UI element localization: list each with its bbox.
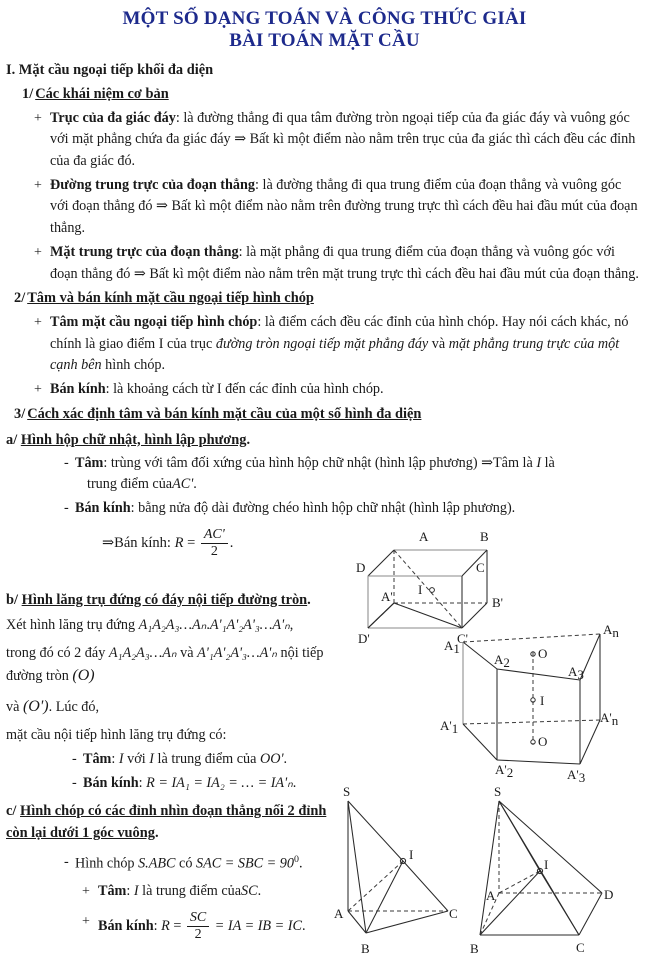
label-A3: A3 <box>568 664 584 682</box>
fraction-denominator: 2 <box>210 543 218 559</box>
tam-line2: trung điểm của <box>87 476 173 493</box>
bullet-marker: + <box>34 382 42 398</box>
bullet-term: Mặt trung trực của đoạn thẳng <box>50 243 239 260</box>
bankinh-suffix: . <box>292 774 297 791</box>
bankinh-formula: R = IA₁ = IA₂ = … = IA'ₙ <box>146 774 293 791</box>
label-S: S <box>494 784 502 799</box>
triangular-pyramid-diagram <box>333 783 457 963</box>
tam-term: Tâm <box>75 454 104 471</box>
bullet-text <box>50 108 643 173</box>
b-line1-math1: A₁A₂A₃…Aₙ <box>138 616 207 633</box>
subsection-3-row <box>6 402 643 426</box>
subsection-3-number: 3/ <box>14 405 26 422</box>
bullet-desc-c: hình chóp. <box>101 357 166 374</box>
part-c-title-2: còn lại dưới 1 góc vuông <box>6 825 155 842</box>
label-I: I <box>544 857 549 872</box>
tam-var2: SC <box>241 882 258 899</box>
label-B: B <box>480 529 489 544</box>
bullet-text <box>50 242 643 285</box>
b-line3-circle: (O') <box>22 697 49 715</box>
bullet-text <box>50 175 643 240</box>
part-b-tam-text <box>83 749 287 771</box>
b-line3-end: . Lúc đó, <box>48 698 100 715</box>
label-D: D <box>356 560 366 575</box>
bullet-marker: + <box>34 110 42 126</box>
formula-prefix: ⇒Bán kính: <box>102 534 175 551</box>
dash-marker: - <box>64 454 69 471</box>
dash-marker: - <box>72 750 77 767</box>
b-line2-mid: và <box>176 644 198 661</box>
tam-line2-end: . <box>193 476 197 493</box>
label-A: A <box>486 888 496 903</box>
bullet-item <box>34 312 643 377</box>
subsection-3-heading: Cách xác định tâm và bán kính mặt cầu của một số hình đa diện <box>27 405 422 422</box>
label-A-prime: A' <box>381 589 393 604</box>
part-a-tam-text <box>75 453 555 496</box>
plus-marker: + <box>82 883 90 899</box>
bullet-marker: + <box>34 244 42 260</box>
bullet-marker: + <box>34 177 42 193</box>
part-a-heading <box>6 429 643 451</box>
subsection-2-heading: Tâm và bán kính mặt cầu ngoại tiếp hình chóp <box>27 290 314 307</box>
bullet-desc-a: : là điểm cách đều các đỉnh của hình chóp. Hay nói cách khác, nó chính là giao điểm I của trục <box>50 314 629 352</box>
label-A3-prime: A'3 <box>567 767 586 784</box>
bullet-item <box>34 175 643 240</box>
right-prism-diagram <box>440 612 640 789</box>
b-line3-pre: và <box>6 698 23 715</box>
bullet-item <box>34 108 643 173</box>
part-a-label: a/ <box>6 431 18 448</box>
bullet-item <box>34 379 643 401</box>
tam-var: I <box>536 454 542 471</box>
title-line-1: MỘT SỐ DẠNG TOÁN VÀ CÔNG THỨC GIẢI <box>122 8 527 29</box>
bullet-desc: : là khoảng cách từ I đến các đỉnh của hình chóp. <box>105 381 384 398</box>
bullet-term: Trục của đa giác đáy <box>50 109 176 126</box>
bullet-desc: : là mặt phẳng đi qua trung điểm của đoạn thẳng và vuông góc với đoạn thẳng đó ⇒ Bất kì một điểm nào nằm trên mặt trung trực thì cách đều hai đầu mút của đoạn thẳng. <box>50 243 639 282</box>
quadrilateral-pyramid-diagram <box>452 783 642 963</box>
c-i1-mid: có <box>175 856 196 873</box>
tam-suffix: . <box>257 882 262 899</box>
c-i1-pre: Hình chóp <box>75 856 139 873</box>
bullet-item <box>34 242 643 285</box>
b-line2-pre: trong đó có 2 đáy <box>6 644 109 661</box>
b-line1-end: , <box>289 616 294 633</box>
label-A1: A1 <box>444 638 460 656</box>
bankinh-eq: = <box>173 917 182 934</box>
title-line-2: BÀI TOÁN MẶT CẦU <box>229 30 420 52</box>
bullet-italic-a: đường tròn ngoại tiếp mặt phẳng đáy <box>215 335 429 352</box>
bullet-italic-b: mặt phẳng trung trực của một cạnh bên <box>50 335 620 374</box>
formula-suffix: . <box>229 534 234 551</box>
label-An: An <box>603 622 619 640</box>
part-a-tam-row <box>64 453 643 496</box>
label-S: S <box>343 784 351 799</box>
bankinh-lhs: R <box>161 917 170 934</box>
tam-colon: : <box>111 750 119 767</box>
label-D: D <box>604 887 614 902</box>
tam-desc4: . <box>283 750 288 767</box>
label-B: B <box>470 941 479 956</box>
tam-desc2: là <box>541 454 555 471</box>
part-c-suffix: . <box>154 825 159 842</box>
part-b-title: Hình lăng trụ đứng có đáy nội tiếp đường tròn <box>21 591 308 608</box>
label-A: A <box>419 529 429 544</box>
tam-desc: : trùng với tâm đối xứng của hình hộp chữ nhật (hình lập phương) ⇒Tâm là <box>103 454 537 471</box>
part-a-suffix: . <box>246 431 251 448</box>
part-b-line-4: mặt cầu nội tiếp hình lăng trụ đứng có: <box>6 727 227 744</box>
b-line2-math1: A₁A₂A₃…Aₙ <box>108 644 177 661</box>
bullet-term: Tâm mặt cầu ngoại tiếp hình chóp <box>50 314 258 331</box>
part-b-bankinh-text <box>83 773 296 795</box>
subsection-1-heading: Các khái niệm cơ bản <box>35 85 169 102</box>
subsection-2-row <box>6 286 643 310</box>
part-c-item2-text <box>98 881 261 903</box>
subsection-2-number: 2/ <box>14 290 26 307</box>
bankinh-fraction <box>187 911 209 942</box>
label-An-prime: A'n <box>600 710 619 728</box>
plus-marker: + <box>82 913 90 929</box>
label-A2: A2 <box>494 652 510 670</box>
part-a-bankinh-text <box>75 498 515 520</box>
c-i1-degree: 0 <box>293 854 299 866</box>
formula-fraction <box>201 528 228 559</box>
label-B: B <box>361 941 370 956</box>
tam-line2-var: AC' <box>172 476 194 493</box>
bankinh-term: Bán kính <box>83 774 139 791</box>
bullet-term: Đường trung trực của đoạn thẳng <box>50 176 256 193</box>
b-line2-end: nội tiếp đường tròn <box>6 644 324 685</box>
label-C: C <box>576 940 585 955</box>
label-C-prime: C' <box>457 631 469 646</box>
bullet-term: Bán kính <box>50 381 106 398</box>
label-O-top: O <box>538 646 548 661</box>
tam-term: Tâm <box>83 750 112 767</box>
dash-marker: - <box>64 500 69 517</box>
b-line1-math2: A'₁A'₂A'₃…A'ₙ <box>209 616 290 633</box>
part-b-line-1 <box>6 615 342 637</box>
c-i1-math1: S.ABC <box>138 856 176 873</box>
label-I: I <box>540 693 545 708</box>
tam-desc: là trung điểm của <box>138 882 242 899</box>
bankinh-colon: : <box>138 774 147 791</box>
label-D-prime: D' <box>358 631 370 646</box>
b-line2-circle: (O) <box>72 667 95 685</box>
tam-var-3: OO' <box>259 750 284 767</box>
part-c-item3-text <box>98 911 306 942</box>
b-line2-math2: A'₁A'₂A'₃…A'ₙ <box>197 644 277 661</box>
part-b-heading <box>6 589 643 611</box>
part-a-bankinh-row <box>64 498 643 520</box>
bullet-text <box>50 379 643 401</box>
bullet-desc: : là đường thẳng đi qua tâm đường tròn ngoại tiếp của đa giác đáy và vuông góc với mặt phẳng chứa đa giác đáy ⇒ Bất kì một điểm nào nằm trên trục của đa giác thì cách đều các đỉnh của đa giác đó. <box>50 109 636 169</box>
tam-var-2: I <box>149 750 154 767</box>
part-a-title: Hình hộp chữ nhật, hình lập phương <box>20 431 247 448</box>
b-line1-mid: . <box>206 616 210 633</box>
dash-marker: - <box>64 854 69 871</box>
part-c-item1-text <box>75 852 302 875</box>
part-c-heading <box>6 800 336 844</box>
subsection-1-row <box>6 82 643 106</box>
c-i1-suffix: . <box>298 856 303 873</box>
formula-lhs: R <box>174 534 184 551</box>
fraction-numerator: SC <box>187 911 209 927</box>
part-b-label: b/ <box>6 591 19 608</box>
tam-term: Tâm <box>98 882 127 899</box>
label-I: I <box>418 582 423 597</box>
label-B-prime: B' <box>492 595 504 610</box>
label-A1-prime: A'1 <box>440 718 459 736</box>
tam-var: I <box>133 882 139 899</box>
bankinh-term: Bán kính <box>75 500 131 517</box>
part-c-label: c/ <box>6 803 17 820</box>
label-O-bottom: O <box>538 734 548 749</box>
bullet-text <box>50 312 643 377</box>
dash-marker: - <box>72 774 77 791</box>
bankinh-suffix: . <box>301 917 306 934</box>
label-A: A <box>334 906 344 921</box>
tam-desc3: là trung điểm của <box>153 750 260 767</box>
fraction-denominator: 2 <box>194 926 202 942</box>
bankinh-colon: : <box>153 917 162 934</box>
section-heading-I: I. Mặt cầu ngoại tiếp khối đa diện <box>6 61 214 78</box>
bankinh-term: Bán kính <box>98 917 154 934</box>
tam-desc2: với <box>123 750 150 767</box>
tam-var-1: I <box>118 750 124 767</box>
subsection-1-number: 1/ <box>22 85 34 102</box>
label-C: C <box>449 906 457 921</box>
bullet-desc-b: và <box>428 335 449 352</box>
formula-eq: = <box>187 534 196 551</box>
fraction-numerator: AC' <box>201 528 228 544</box>
bankinh-desc: : bằng nửa độ dài đường chéo hình hộp chữ nhật (hình lập phương). <box>130 500 516 517</box>
document-title <box>0 0 649 53</box>
bullet-desc: : là đường thẳng đi qua trung điểm của đoạn thẳng và vuông góc với đoạn thẳng đó ⇒ Bất kì một điểm nào nằm trên đường trung trực thì cách đều hai đầu mút của đoạn thẳng. <box>50 176 638 237</box>
tam-colon: : <box>126 882 134 899</box>
c-i1-math2: SAC = SBC = 90 <box>196 856 294 873</box>
b-line1-pre: Xét hình lăng trụ đứng <box>6 616 139 633</box>
label-A2-prime: A'2 <box>495 762 514 780</box>
part-c-title-1: Hình chóp có các đỉnh nhìn đoạn thẳng nối 2 đỉnh <box>20 803 327 820</box>
part-b-line-2 <box>6 643 336 689</box>
bankinh-rest: = IA = IB = IC <box>214 917 302 934</box>
label-C: C <box>476 560 485 575</box>
bullet-marker: + <box>34 315 42 331</box>
label-I: I <box>409 847 414 862</box>
part-b-suffix: . <box>307 591 311 608</box>
